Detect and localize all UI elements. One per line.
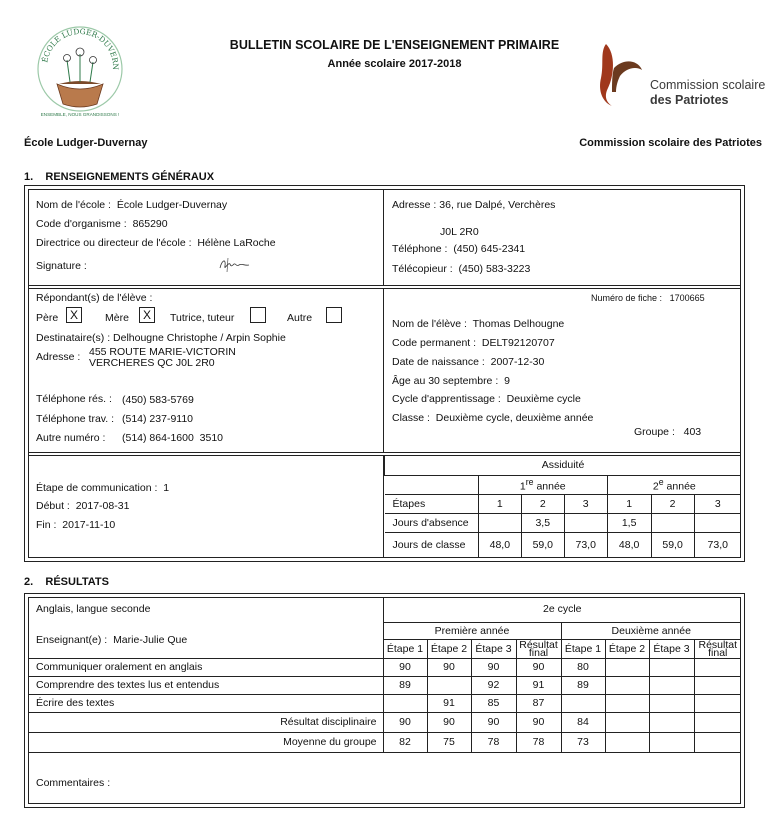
- school-year: Année scolaire 2017-2018: [327, 58, 462, 70]
- respondent-label: Répondant(s) de l'élève :: [36, 292, 153, 304]
- other-number-value: (514) 864-1600 3510: [122, 432, 223, 444]
- school-postal-code: J0L 2R0: [440, 226, 479, 238]
- col-header: Étape 1: [383, 639, 427, 658]
- absence-cell: [651, 513, 694, 532]
- steps-label: Étapes: [385, 494, 479, 513]
- home-phone-value: (450) 583-5769: [122, 394, 194, 406]
- step-cell: 2: [651, 494, 694, 513]
- tutor-checkbox[interactable]: [250, 307, 266, 323]
- comments-label: Commentaires :: [36, 777, 111, 789]
- table-row: Écrire des textes 91 85 87: [28, 694, 741, 712]
- learning-cycle-field: Cycle d'apprentissage : Deuxième cycle: [392, 393, 581, 405]
- signature-label: Signature :: [36, 260, 87, 272]
- father-label: Père: [36, 312, 59, 324]
- tutor-label: Tutrice, tuteur: [170, 312, 235, 324]
- col-header: Résultat final: [694, 639, 741, 658]
- col-header: Étape 3: [471, 639, 516, 658]
- school-fax-field: Télécopieur : (450) 583-3223: [392, 263, 531, 275]
- other-checkbox[interactable]: [326, 307, 342, 323]
- step-cell: 3: [564, 494, 607, 513]
- board-logo-line1: Commission scolaire: [650, 78, 766, 92]
- cycle-header: 2e cycle: [383, 597, 741, 622]
- board-logo: [598, 40, 650, 108]
- respondent-address-line1: 455 ROUTE MARIE-VICTORIN: [89, 346, 236, 358]
- svg-text:ENSEMBLE, NOUS GRANDISSONS !: ENSEMBLE, NOUS GRANDISSONS !: [40, 112, 120, 117]
- absence-cell: [478, 513, 521, 532]
- start-date-field: Début : 2017-08-31: [36, 500, 130, 512]
- attendance-year1: 1re année: [478, 475, 607, 494]
- mother-checkbox[interactable]: X: [139, 307, 155, 323]
- class-days-cell: 59,0: [521, 532, 564, 557]
- end-date-field: Fin : 2017-11-10: [36, 519, 116, 531]
- mother-label: Mère: [105, 312, 129, 324]
- class-days-cell: 48,0: [607, 532, 651, 557]
- other-number-label: Autre numéro :: [36, 432, 106, 444]
- birth-date-field: Date de naissance : 2007-12-30: [392, 356, 545, 368]
- col-header: Étape 2: [605, 639, 649, 658]
- school-name: École Ludger-Duvernay: [24, 137, 148, 149]
- work-phone-label: Téléphone trav. :: [36, 413, 115, 425]
- father-checkbox[interactable]: X: [66, 307, 82, 323]
- subject-name: Anglais, langue seconde: [36, 603, 151, 615]
- section1-heading: 1. RENSEIGNEMENTS GÉNÉRAUX: [24, 171, 215, 183]
- absence-cell: [694, 513, 741, 532]
- teacher-field: Enseignant(e) : Marie-Julie Que: [36, 634, 188, 646]
- class-days-cell: 48,0: [478, 532, 521, 557]
- attendance-title: Assiduité: [385, 455, 742, 475]
- school-address-field: Adresse : 36, rue Dalpé, Verchères: [392, 199, 556, 211]
- home-phone-label: Téléphone rés. :: [36, 393, 112, 405]
- section2-heading: 2. RÉSULTATS: [24, 576, 109, 588]
- year1-header: Première année: [383, 622, 561, 639]
- year2-header: Deuxième année: [561, 622, 741, 639]
- organism-code-field: Code d'organisme : 865290: [36, 218, 168, 230]
- school-name-field: Nom de l'école : École Ludger-Duvernay: [36, 199, 228, 211]
- absence-label: Jours d'absence: [385, 513, 479, 532]
- class-days-label: Jours de classe: [385, 532, 479, 557]
- results-table: [28, 597, 741, 753]
- class-days-cell: 73,0: [564, 532, 607, 557]
- col-header: Étape 1: [561, 639, 605, 658]
- col-header: Étape 2: [427, 639, 471, 658]
- absence-cell: [564, 513, 607, 532]
- work-phone-value: (514) 237-9110: [122, 413, 194, 425]
- recipients-field: Destinataire(s) : Delhougne Christophe / Arpin Sophie: [36, 332, 286, 344]
- step-cell: 1: [478, 494, 521, 513]
- table-row: Communiquer oralement en anglais 90 90 90 90 80: [28, 658, 741, 676]
- group-field: Groupe : 403: [634, 426, 702, 438]
- class-days-cell: 73,0: [694, 532, 741, 557]
- group-average-row: Moyenne du groupe 82 75 78 78 73: [28, 732, 741, 752]
- report-title: BULLETIN SCOLAIRE DE L'ENSEIGNEMENT PRIMAIRE: [229, 38, 560, 52]
- absence-cell: 1,5: [607, 513, 651, 532]
- director-field: Directrice ou directeur de l'école : Hélène LaRoche: [36, 237, 276, 249]
- student-name-field: Nom de l'élève : Thomas Delhougne: [392, 318, 565, 330]
- school-phone-field: Téléphone : (450) 645-2341: [392, 243, 526, 255]
- class-days-cell: 59,0: [651, 532, 694, 557]
- communication-step-field: Étape de communication : 1: [36, 482, 170, 494]
- file-number-field: Numéro de fiche : 1700665: [591, 293, 705, 303]
- absence-cell: 3,5: [521, 513, 564, 532]
- step-cell: 3: [694, 494, 741, 513]
- svg-text:ÉCOLE LUDGER-DUVERNAY: ÉCOLE LUDGER-DUVERN: [40, 26, 121, 70]
- col-header: Résultat final: [516, 639, 561, 658]
- attendance-table: [384, 455, 741, 557]
- board-logo-line2: des Patriotes: [650, 93, 729, 107]
- respondent-address-line2: VERCHERES QC J0L 2R0: [89, 357, 215, 369]
- age-field: Âge au 30 septembre : 9: [392, 375, 510, 387]
- permanent-code-field: Code permanent : DELT92120707: [392, 337, 555, 349]
- board-name: Commission scolaire des Patriotes: [579, 137, 762, 149]
- attendance-year2: 2e année: [607, 475, 741, 494]
- step-cell: 1: [607, 494, 651, 513]
- discipline-row: Résultat disciplinaire 90 90 90 90 84: [28, 712, 741, 732]
- signature-image: [216, 254, 252, 274]
- col-header: Étape 3: [649, 639, 694, 658]
- table-row: Comprendre des textes lus et entendus 89 92 91 89: [28, 676, 741, 694]
- other-label: Autre: [287, 312, 313, 324]
- step-cell: 2: [521, 494, 564, 513]
- respondent-address-label: Adresse :: [36, 351, 81, 363]
- class-field: Classe : Deuxième cycle, deuxième année: [392, 412, 594, 424]
